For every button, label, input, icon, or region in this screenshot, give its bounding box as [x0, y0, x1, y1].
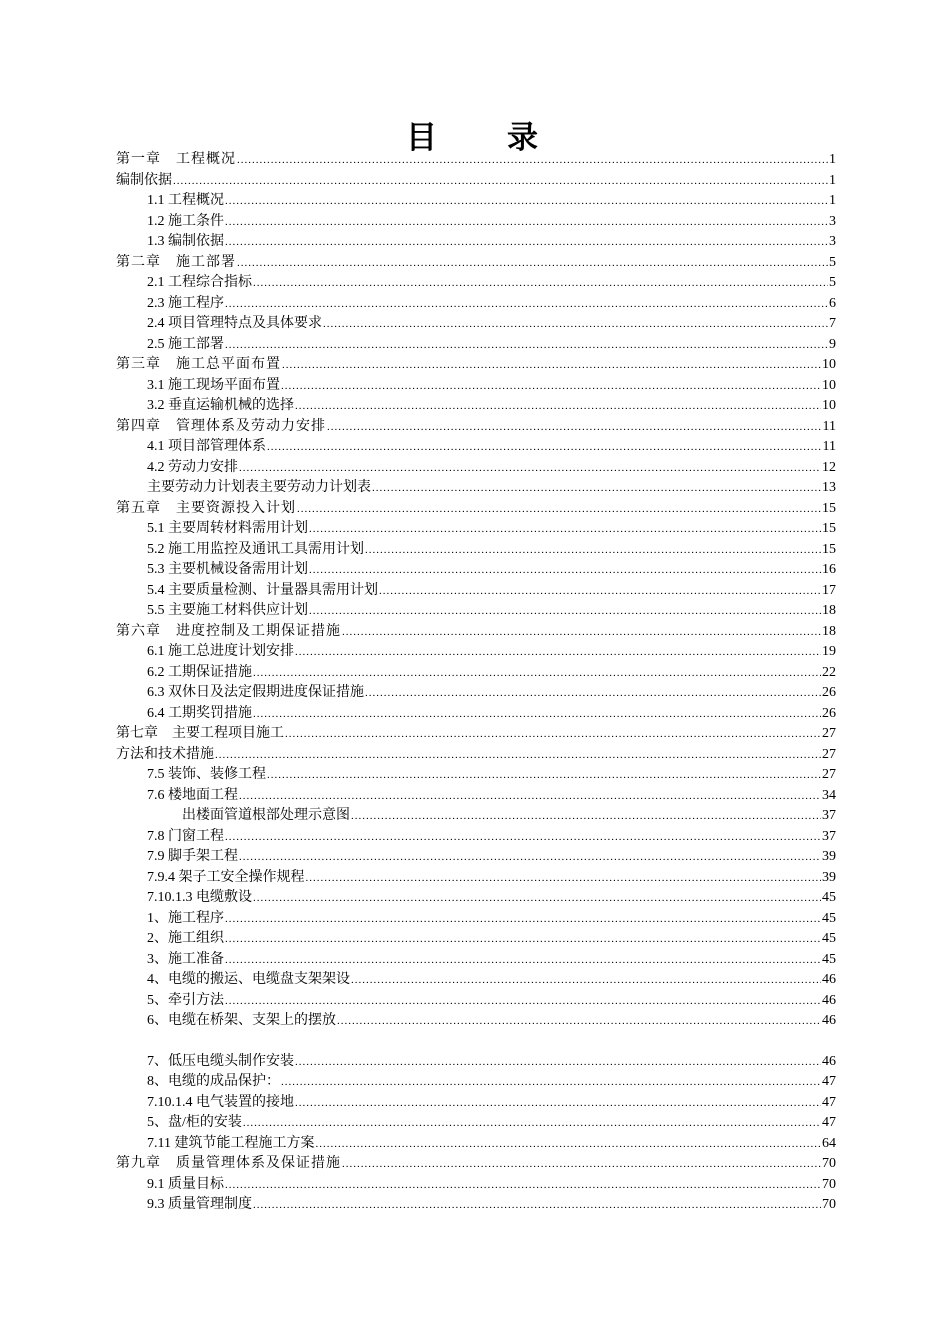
- toc-page-number: 3: [829, 234, 836, 249]
- toc-page-number: 11: [822, 418, 836, 434]
- toc-dot-leader: [295, 1093, 821, 1114]
- toc-entry-title: 9.1 质量目标: [147, 1176, 224, 1192]
- toc-entry-title: 第二章 施工部署: [116, 254, 236, 270]
- toc-entry-title: 4、电缆的搬运、电缆盘支架架设: [147, 972, 350, 987]
- toc-page-number: 34: [822, 787, 836, 803]
- toc-dot-leader: [237, 253, 828, 274]
- toc-page-number: 3: [829, 213, 836, 229]
- toc-page-number: 26: [822, 705, 836, 721]
- toc-entry[interactable]: [116, 888, 836, 909]
- toc-entry[interactable]: [116, 191, 836, 212]
- toc-entry-title: 4.2 劳动力安排: [147, 459, 238, 475]
- toc-dot-leader: [297, 499, 821, 520]
- toc-entry-title: 编制依据: [116, 172, 172, 188]
- toc-entry-title: 7.9 脚手架工程: [147, 849, 238, 864]
- toc-entry[interactable]: [116, 929, 836, 950]
- toc-entry[interactable]: [116, 1093, 836, 1114]
- toc-dot-leader: [253, 663, 821, 684]
- toc-dot-leader: [225, 191, 828, 212]
- toc-dot-leader: [337, 1011, 821, 1032]
- toc-entry[interactable]: [116, 745, 836, 766]
- toc-entry-title: 第九章 质量管理体系及保证措施: [116, 1156, 341, 1171]
- toc-entry-title: 7.10.1.4 电气装置的接地: [147, 1094, 294, 1110]
- toc-page-number: 45: [822, 931, 836, 946]
- toc-page-number: 1: [829, 193, 836, 208]
- toc-entry-title: 5.1 主要周转材料需用计划: [147, 521, 308, 536]
- toc-dot-leader: [295, 1052, 821, 1073]
- toc-entry-title: 5.3 主要机械设备需用计划: [147, 562, 308, 577]
- toc-entry[interactable]: [116, 1011, 836, 1032]
- toc-dot-leader: [285, 724, 821, 745]
- toc-dot-leader: [253, 704, 821, 725]
- toc-entry-title: 7.5 装饰、装修工程: [147, 767, 266, 782]
- toc-dot-leader: [351, 970, 821, 991]
- toc-entry-title: 6.4 工期奖罚措施: [147, 705, 252, 721]
- toc-page-number: 46: [822, 972, 836, 987]
- toc-entry[interactable]: [116, 663, 836, 684]
- toc-entry[interactable]: [116, 868, 836, 889]
- toc-entry-title: 出楼面管道根部处理示意图: [182, 808, 350, 823]
- toc-entry-title: 第六章 进度控制及工期保证措施: [116, 623, 341, 639]
- toc-dot-leader: [295, 642, 821, 663]
- toc-page-number: 17: [822, 582, 836, 598]
- toc-dot-leader: [309, 560, 821, 581]
- toc-entry-title: 3、施工准备: [147, 951, 224, 967]
- toc-page-number: 9: [829, 336, 836, 352]
- toc-page-number: 15: [822, 521, 836, 536]
- toc-page-number: 19: [822, 644, 836, 659]
- toc-entry-title: 3.2 垂直运输机械的选择: [147, 398, 294, 413]
- toc-page-number: 5: [829, 275, 836, 290]
- toc-entry-title: 主要劳动力计划表主要劳动力计划表: [147, 480, 371, 495]
- toc-entry-title: 2.5 施工部署: [147, 336, 224, 352]
- toc-dot-leader: [173, 171, 828, 192]
- toc-entry-title: 2.4 项目管理特点及具体要求: [147, 316, 322, 331]
- toc-page-number: 11: [822, 439, 836, 454]
- toc-page-number: 7: [829, 316, 836, 331]
- toc-page-number: 47: [822, 1074, 836, 1089]
- toc-dot-leader: [215, 745, 821, 766]
- toc-page-number: 22: [822, 664, 836, 680]
- toc-entry-title: 7、低压电缆头制作安装: [147, 1053, 294, 1069]
- toc-entry-title: 9.3 质量管理制度: [147, 1197, 252, 1212]
- title-char-left: 目: [406, 120, 443, 156]
- toc-dot-leader: [225, 335, 828, 356]
- toc-entry-title: 2.3 施工程序: [147, 295, 224, 311]
- toc-entry-title: 5.5 主要施工材料供应计划: [147, 603, 308, 618]
- toc-entry[interactable]: [116, 1175, 836, 1196]
- toc-entry[interactable]: [116, 253, 836, 274]
- toc-page-number: 13: [822, 480, 836, 495]
- toc-dot-leader: [327, 417, 822, 438]
- toc-entry[interactable]: [116, 396, 836, 417]
- toc-entry[interactable]: [116, 417, 836, 438]
- toc-entry[interactable]: [116, 519, 836, 540]
- toc-page-number: 15: [822, 541, 836, 557]
- toc-page-number: 10: [822, 377, 836, 393]
- toc-entry[interactable]: [116, 581, 836, 602]
- toc-page-number: 46: [822, 1013, 836, 1028]
- toc-page-number: 46: [822, 1053, 836, 1069]
- toc-dot-leader: [267, 437, 822, 458]
- toc-page-number: 39: [822, 869, 836, 885]
- toc-entry-title: 1.3 编制依据: [147, 234, 224, 249]
- toc-dot-leader: [309, 601, 821, 622]
- toc-page-number: 45: [822, 910, 836, 926]
- toc-entry[interactable]: [116, 909, 836, 930]
- toc-page-number: 1: [829, 152, 836, 167]
- toc-dot-leader: [225, 991, 821, 1012]
- toc-entry[interactable]: [116, 601, 836, 622]
- toc-entry[interactable]: [116, 1134, 836, 1155]
- toc-entry[interactable]: [116, 458, 836, 479]
- toc-page-number: 27: [822, 726, 836, 741]
- toc-entry[interactable]: [116, 806, 836, 827]
- toc-dot-leader: [225, 950, 821, 971]
- toc-page-number: 47: [822, 1115, 836, 1130]
- toc-dot-leader: [351, 806, 821, 827]
- toc-entry[interactable]: [116, 150, 836, 171]
- toc-dot-leader: [225, 232, 828, 253]
- toc-entry-title: 第五章 主要资源投入计划: [116, 500, 296, 516]
- toc-entry-title: 4.1 项目部管理体系: [147, 439, 266, 454]
- toc-dot-leader: [365, 683, 821, 704]
- toc-entry[interactable]: [116, 560, 836, 581]
- toc-dot-leader: [342, 1154, 821, 1175]
- toc-page-number: 37: [822, 808, 836, 823]
- toc-entry-title: 5.4 主要质量检测、计量器具需用计划: [147, 582, 378, 598]
- toc-dot-leader: [282, 355, 821, 376]
- toc-dot-leader: [253, 888, 821, 909]
- table-of-contents: [116, 150, 836, 1216]
- toc-dot-leader: [372, 478, 821, 499]
- toc-page-number: 45: [822, 890, 836, 905]
- toc-page-number: 47: [822, 1094, 836, 1110]
- toc-entry[interactable]: [116, 1113, 836, 1134]
- toc-entry-title: 7.6 楼地面工程: [147, 787, 238, 803]
- toc-page-number: 70: [822, 1176, 836, 1192]
- toc-entry-title: 6.3 双休日及法定假期进度保证措施: [147, 685, 364, 700]
- toc-page-number: 1: [829, 172, 836, 188]
- toc-dot-leader: [379, 581, 821, 602]
- toc-page-number: 37: [822, 828, 836, 844]
- toc-page-number: 10: [822, 357, 836, 372]
- toc-entry-title: 1、施工程序: [147, 910, 224, 926]
- toc-dot-leader: [309, 519, 821, 540]
- toc-entry[interactable]: [116, 622, 836, 643]
- toc-entry[interactable]: [116, 314, 836, 335]
- toc-entry-title: 第一章 工程概况: [116, 152, 236, 167]
- toc-entry[interactable]: [116, 335, 836, 356]
- toc-entry[interactable]: [116, 786, 836, 807]
- toc-page-number: 18: [822, 623, 836, 639]
- toc-page-number: 16: [822, 562, 836, 577]
- toc-page-number: 26: [822, 685, 836, 700]
- toc-entry[interactable]: [116, 950, 836, 971]
- toc-entry-title: 第四章 管理体系及劳动力安排: [116, 418, 326, 434]
- toc-page-number: 64: [822, 1135, 836, 1151]
- toc-page-number: 27: [822, 767, 836, 782]
- toc-page-number: 70: [822, 1156, 836, 1171]
- toc-page-number: 45: [822, 951, 836, 967]
- toc-entry[interactable]: [116, 1154, 836, 1175]
- toc-entry[interactable]: [116, 970, 836, 991]
- toc-entry-title: 2.1 工程综合指标: [147, 275, 252, 290]
- toc-dot-leader: [315, 1134, 821, 1155]
- toc-page-number: 46: [822, 992, 836, 1008]
- toc-entry[interactable]: [116, 1072, 836, 1093]
- toc-entry-title: 第三章 施工总平面布置: [116, 357, 281, 372]
- toc-entry-title: 6.1 施工总进度计划安排: [147, 644, 294, 659]
- toc-dot-leader: [243, 1113, 821, 1134]
- toc-entry[interactable]: [116, 827, 836, 848]
- toc-entry[interactable]: [116, 212, 836, 233]
- toc-page-number: 15: [822, 500, 836, 516]
- toc-entry[interactable]: [116, 683, 836, 704]
- toc-entry[interactable]: [116, 499, 836, 520]
- toc-dot-leader: [253, 273, 828, 294]
- toc-dot-leader: [239, 786, 821, 807]
- toc-page-number: 6: [829, 295, 836, 311]
- toc-entry-title: 6、电缆在桥架、支架上的摆放: [147, 1013, 336, 1028]
- toc-entry[interactable]: [116, 294, 836, 315]
- toc-dot-leader: [239, 847, 821, 868]
- toc-entry[interactable]: [116, 355, 836, 376]
- toc-dot-leader: [281, 376, 821, 397]
- toc-entry[interactable]: [116, 171, 836, 192]
- toc-entry[interactable]: [116, 765, 836, 786]
- toc-dot-leader: [225, 294, 828, 315]
- toc-entry-title: 1.1 工程概况: [147, 193, 224, 208]
- toc-entry-title: 3.1 施工现场平面布置: [147, 377, 280, 393]
- toc-entry[interactable]: [116, 847, 836, 868]
- toc-dot-leader: [342, 622, 821, 643]
- toc-entry[interactable]: [116, 642, 836, 663]
- toc-entry-title: 7.11 建筑节能工程施工方案: [147, 1135, 315, 1151]
- toc-entry-title: 7.9.4 架子工安全操作规程: [147, 869, 305, 885]
- toc-dot-leader: [225, 827, 821, 848]
- toc-dot-leader: [295, 396, 821, 417]
- toc-entry-title: 5、盘/柜的安装: [147, 1115, 242, 1130]
- toc-entry[interactable]: [116, 437, 836, 458]
- title-char-right: 录: [507, 120, 544, 156]
- toc-page-number: 39: [822, 849, 836, 864]
- toc-entry[interactable]: [116, 724, 836, 745]
- toc-dot-leader: [239, 458, 821, 479]
- toc-entry[interactable]: [116, 273, 836, 294]
- toc-entry[interactable]: [116, 232, 836, 253]
- toc-page-number: 27: [822, 746, 836, 762]
- toc-dot-leader: [365, 540, 821, 561]
- toc-entry-title: 2、施工组织: [147, 931, 224, 946]
- toc-dot-leader: [323, 314, 828, 335]
- toc-dot-leader: [225, 212, 828, 233]
- toc-dot-leader: [281, 1072, 821, 1093]
- toc-entry-title: 5.2 施工用监控及通讯工具需用计划: [147, 541, 364, 557]
- toc-entry-title: 1.2 施工条件: [147, 213, 224, 229]
- toc-dot-leader: [225, 909, 821, 930]
- toc-entry-title: 7.10.1.3 电缆敷设: [147, 890, 252, 905]
- toc-entry[interactable]: [116, 704, 836, 725]
- toc-dot-leader: [225, 929, 821, 950]
- toc-entry[interactable]: [116, 991, 836, 1012]
- toc-entry-title: 5、牵引方法: [147, 992, 224, 1008]
- toc-page-number: 10: [822, 398, 836, 413]
- toc-page-number: 18: [822, 603, 836, 618]
- toc-entry-title: 8、电缆的成品保护：: [147, 1074, 280, 1089]
- toc-entry[interactable]: [116, 376, 836, 397]
- toc-entry-title: 方法和技术措施: [116, 746, 214, 762]
- toc-dot-leader: [237, 150, 828, 171]
- toc-page-number: 12: [822, 459, 836, 475]
- toc-page-number: 70: [822, 1197, 836, 1212]
- toc-entry[interactable]: [116, 1052, 836, 1073]
- toc-entry[interactable]: [116, 1195, 836, 1216]
- toc-dot-leader: [253, 1195, 821, 1216]
- toc-dot-leader: [306, 868, 822, 889]
- toc-entry[interactable]: [116, 478, 836, 499]
- toc-entry[interactable]: [116, 540, 836, 561]
- toc-entry-title: 第七章 主要工程项目施工: [116, 726, 284, 741]
- toc-entry-title: 7.8 门窗工程: [147, 828, 224, 844]
- toc-entry-title: 6.2 工期保证措施: [147, 664, 252, 680]
- toc-dot-leader: [225, 1175, 821, 1196]
- toc-page-number: 5: [829, 254, 836, 270]
- toc-dot-leader: [267, 765, 821, 786]
